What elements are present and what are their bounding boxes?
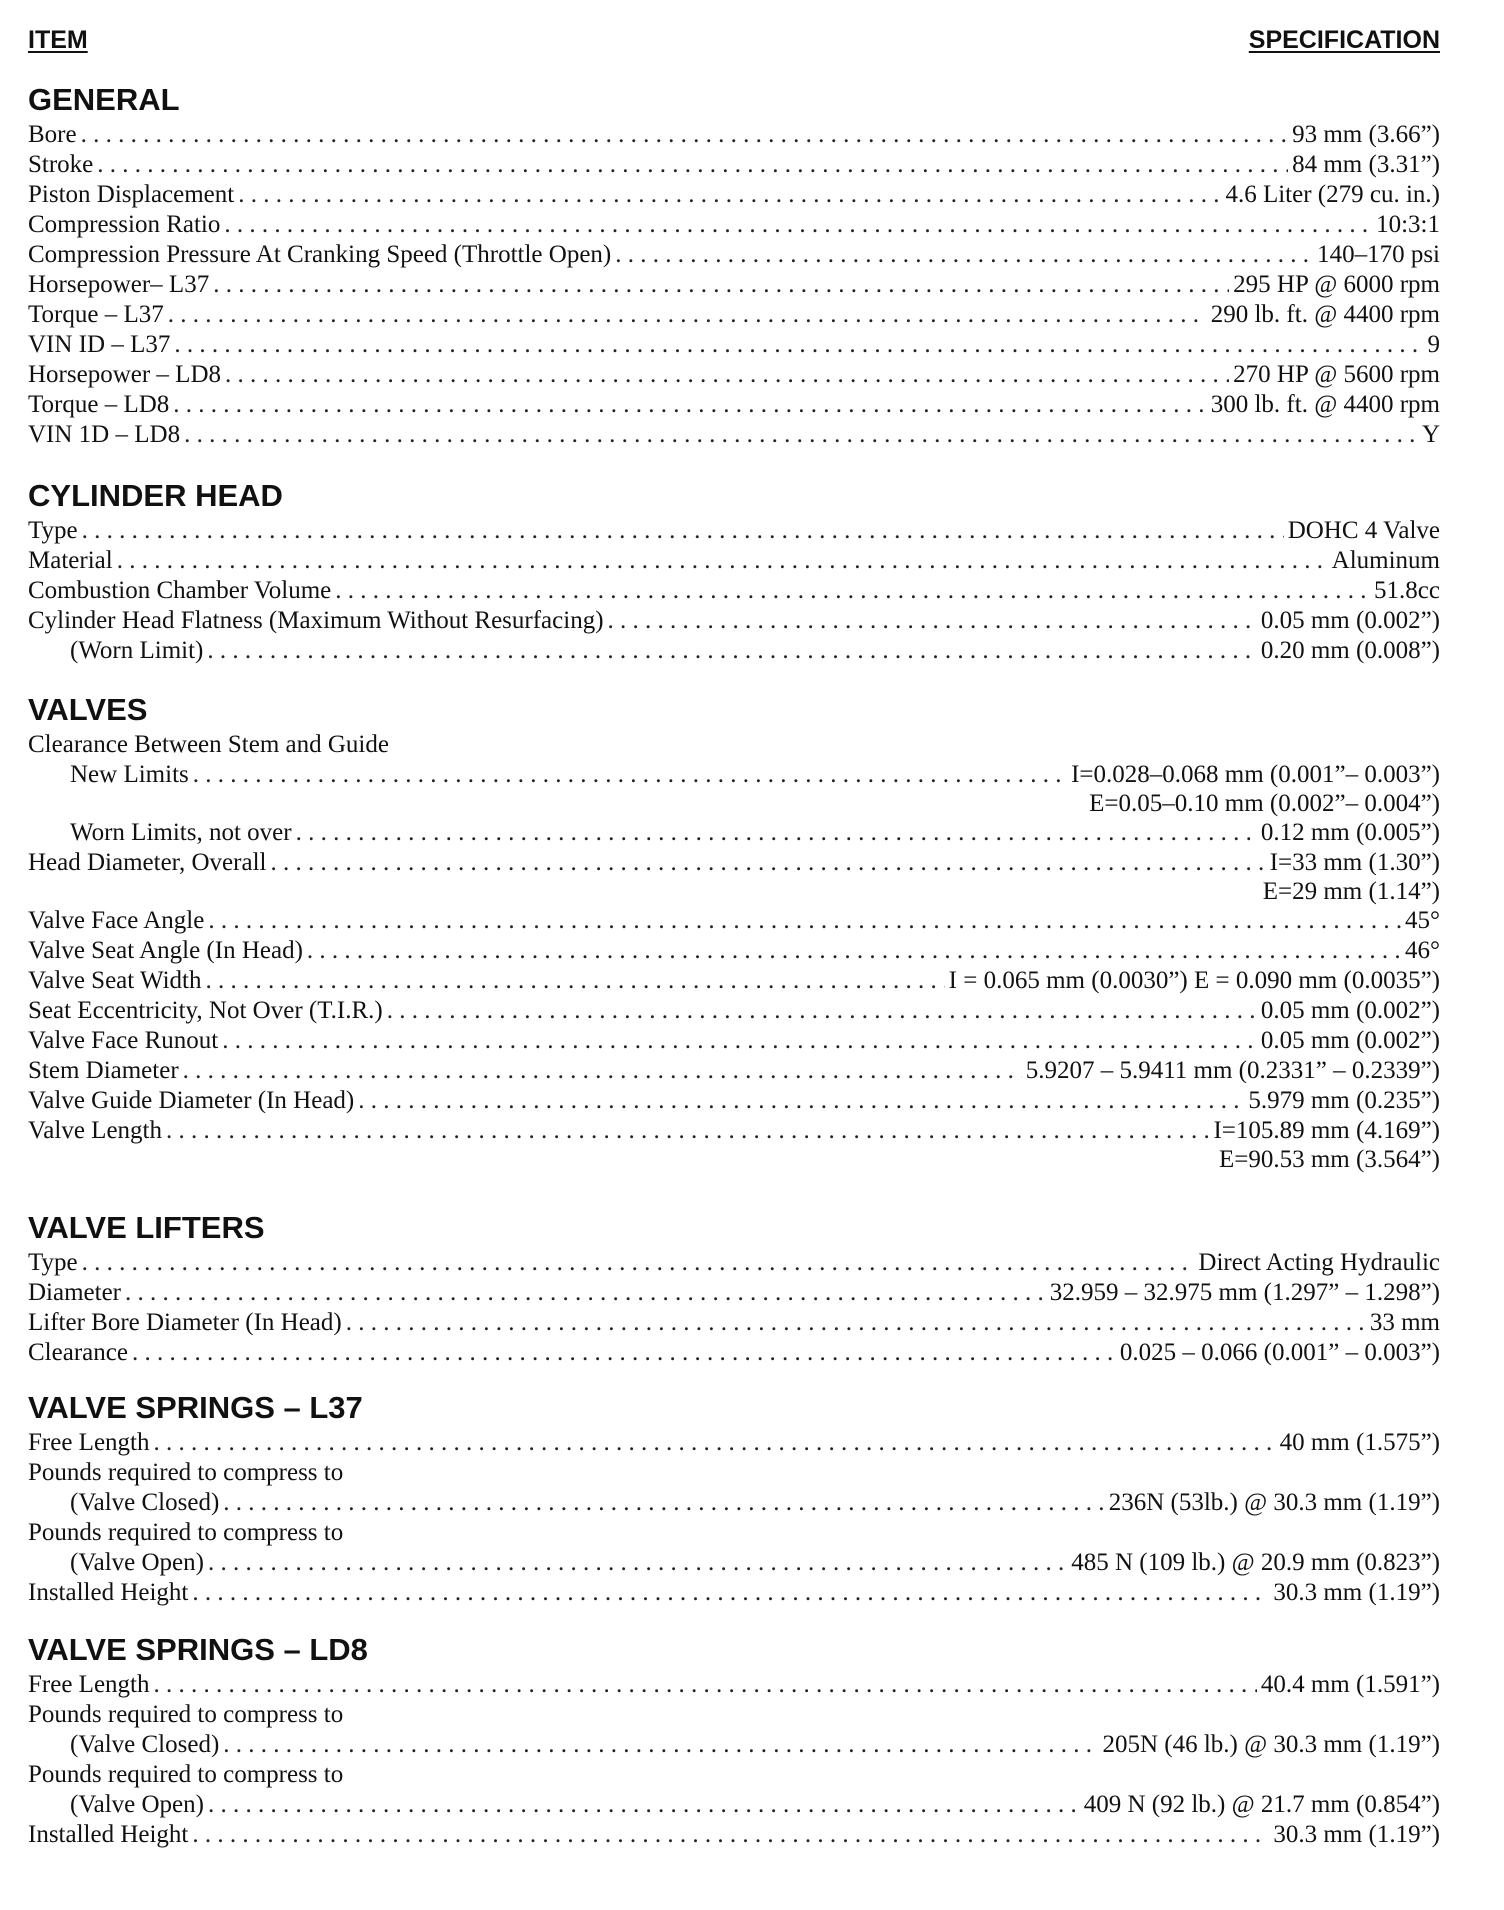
dot-leader	[224, 210, 1372, 240]
spec-value: 5.979 mm (0.235”)	[1248, 1087, 1440, 1114]
spec-rows	[28, 1248, 1440, 1368]
spec-label: VIN ID – L37	[28, 331, 171, 358]
dot-leader	[117, 546, 1328, 576]
spec-row	[28, 1278, 1440, 1308]
spec-row	[28, 150, 1440, 180]
spec-label: Valve Seat Angle (In Head)	[28, 937, 303, 964]
dot-leader	[82, 1248, 1195, 1278]
spec-row	[28, 760, 1440, 790]
spec-label: Seat Eccentricity, Not Over (T.I.R.)	[28, 997, 383, 1024]
spec-row	[28, 1116, 1440, 1146]
spec-value: 93 mm (3.66”)	[1292, 121, 1440, 148]
spec-row	[28, 1428, 1440, 1458]
spec-label: (Valve Closed)	[70, 1731, 220, 1758]
spec-value: 5.9207 – 5.9411 mm (0.2331” – 0.2339”)	[1025, 1057, 1440, 1084]
spec-row	[28, 300, 1440, 330]
spec-row	[28, 1308, 1440, 1338]
section-valve-springs-l37	[28, 1388, 1440, 1608]
spec-label: Bore	[28, 121, 77, 148]
section-title: CYLINDER HEAD	[28, 478, 283, 513]
spec-label: Stroke	[28, 151, 94, 178]
spec-row	[28, 818, 1440, 848]
spec-row	[28, 1458, 1440, 1488]
spec-row	[28, 1820, 1440, 1850]
spec-value: 46°	[1405, 937, 1440, 964]
dot-leader	[238, 180, 1221, 210]
dot-leader	[193, 760, 1067, 790]
spec-value: DOHC 4 Valve	[1287, 517, 1440, 544]
dot-leader	[168, 300, 1207, 330]
spec-label: Valve Length	[28, 1117, 162, 1144]
sections-container	[28, 80, 1440, 1850]
spec-value: 10:3:1	[1376, 211, 1440, 238]
spec-label: Installed Height	[28, 1821, 189, 1848]
spec-row	[28, 390, 1440, 420]
spec-label: Pounds required to compress to	[28, 1459, 344, 1486]
dot-leader	[153, 1428, 1275, 1458]
spec-row	[28, 996, 1440, 1026]
spec-row	[28, 516, 1440, 546]
spec-label: VIN 1D – LD8	[28, 421, 181, 448]
dot-leader	[387, 996, 1257, 1026]
spec-label: Type	[28, 1249, 78, 1276]
spec-row	[28, 120, 1440, 150]
spec-row	[28, 1518, 1440, 1548]
section-valve-springs-ld8	[28, 1630, 1440, 1850]
spec-label: Installed Height	[28, 1579, 189, 1606]
spec-label: Worn Limits, not over	[70, 819, 292, 846]
dot-leader	[82, 516, 1284, 546]
spec-label: Stem Diameter	[28, 1057, 179, 1084]
section-valves	[28, 690, 1440, 1174]
spec-value: 4.6 Liter (279 cu. in.)	[1225, 181, 1440, 208]
dot-leader	[270, 848, 1265, 878]
spec-row	[28, 270, 1440, 300]
dot-leader	[223, 1730, 1098, 1760]
spec-value: 236N (53lb.) @ 30.3 mm (1.19”)	[1108, 1489, 1440, 1516]
dot-leader	[132, 1338, 1116, 1368]
dot-leader	[346, 1308, 1366, 1338]
spec-label: Valve Face Angle	[28, 907, 205, 934]
spec-row	[28, 180, 1440, 210]
dot-leader	[183, 1056, 1022, 1086]
spec-label: Head Diameter, Overall	[28, 849, 267, 876]
section-cylinder-head	[28, 476, 1440, 666]
dot-leader	[225, 360, 1229, 390]
spec-value: 32.959 – 32.975 mm (1.297” – 1.298”)	[1049, 1279, 1440, 1306]
spec-value: Y	[1421, 421, 1440, 448]
spec-label: Torque – LD8	[28, 391, 170, 418]
spec-row	[28, 1578, 1440, 1608]
spec-label: Compression Ratio	[28, 211, 221, 238]
spec-label: Piston Displacement	[28, 181, 235, 208]
dot-leader	[184, 420, 1418, 450]
item-column-header: ITEM	[28, 26, 88, 54]
section-title: VALVES	[28, 692, 148, 727]
spec-row	[28, 730, 1440, 760]
spec-label: Horsepower – LD8	[28, 361, 222, 388]
spec-rows	[28, 120, 1440, 450]
spec-row	[28, 1790, 1440, 1820]
spec-row	[28, 1026, 1440, 1056]
section-title: VALVE SPRINGS – L37	[28, 1390, 363, 1425]
spec-value-continued: E=0.05–0.10 mm (0.002”– 0.004”)	[1089, 790, 1440, 817]
specification-column-header: SPECIFICATION	[1248, 26, 1440, 54]
spec-label: Valve Face Runout	[28, 1027, 219, 1054]
spec-row	[28, 936, 1440, 966]
spec-row	[28, 606, 1440, 636]
dot-leader	[208, 1790, 1080, 1820]
spec-value: 485 N (109 lb.) @ 20.9 mm (0.823”)	[1071, 1549, 1440, 1576]
dot-leader	[615, 240, 1313, 270]
spec-row	[28, 360, 1440, 390]
dot-leader	[307, 936, 1401, 966]
spec-label: Torque – L37	[28, 301, 164, 328]
spec-row	[28, 1086, 1440, 1116]
spec-value: 295 HP @ 6000 rpm	[1233, 271, 1440, 298]
spec-row	[28, 1548, 1440, 1578]
spec-row	[28, 636, 1440, 666]
spec-value: 9	[1427, 331, 1440, 358]
spec-value: 40 mm (1.575”)	[1279, 1429, 1440, 1456]
dot-leader	[222, 1026, 1257, 1056]
spec-label: Horsepower– L37	[28, 271, 210, 298]
spec-label: (Valve Open)	[70, 1549, 204, 1576]
spec-row	[28, 420, 1440, 450]
dot-leader	[206, 966, 945, 996]
spec-label: (Valve Open)	[70, 1791, 204, 1818]
spec-rows	[28, 730, 1440, 1174]
spec-row	[28, 1338, 1440, 1368]
dot-leader	[223, 1488, 1104, 1518]
spec-value: 51.8cc	[1374, 577, 1440, 604]
spec-label: (Valve Closed)	[70, 1489, 220, 1516]
spec-value: 270 HP @ 5600 rpm	[1233, 361, 1440, 388]
spec-row	[28, 576, 1440, 606]
spec-value: 205N (46 lb.) @ 30.3 mm (1.19”)	[1102, 1731, 1440, 1758]
spec-value: 409 N (92 lb.) @ 21.7 mm (0.854”)	[1083, 1791, 1440, 1818]
spec-value: 0.025 – 0.066 (0.001” – 0.003”)	[1119, 1339, 1440, 1366]
spec-value: 45°	[1405, 907, 1440, 934]
spec-label: New Limits	[70, 761, 189, 788]
spec-row	[28, 1730, 1440, 1760]
dot-leader	[608, 606, 1257, 636]
dot-leader	[208, 906, 1401, 936]
spec-value: 0.05 mm (0.002”)	[1260, 997, 1440, 1024]
spec-value-continued: E=90.53 mm (3.564”)	[1218, 1146, 1440, 1173]
spec-label: Cylinder Head Flatness (Maximum Without Resurfacing)	[28, 607, 604, 634]
spec-label: Free Length	[28, 1429, 150, 1456]
spec-label: Compression Pressure At Cranking Speed (Throttle Open)	[28, 241, 612, 268]
spec-row	[28, 210, 1440, 240]
spec-label: Pounds required to compress to	[28, 1761, 344, 1788]
spec-value: I=105.89 mm (4.169”)	[1213, 1117, 1440, 1144]
spec-row	[28, 1700, 1440, 1730]
spec-label: Valve Guide Diameter (In Head)	[28, 1087, 355, 1114]
spec-label: Pounds required to compress to	[28, 1701, 344, 1728]
spec-label: Lifter Bore Diameter (In Head)	[28, 1309, 342, 1336]
spec-row	[28, 1248, 1440, 1278]
dot-leader	[207, 636, 1256, 666]
section-title: GENERAL	[28, 82, 180, 117]
spec-label: Combustion Chamber Volume	[28, 577, 332, 604]
spec-label: Diameter	[28, 1279, 122, 1306]
dot-leader	[358, 1086, 1244, 1116]
spec-value: 84 mm (3.31”)	[1292, 151, 1440, 178]
dot-leader	[81, 120, 1289, 150]
dot-leader	[97, 150, 1288, 180]
spec-value: 0.05 mm (0.002”)	[1260, 607, 1440, 634]
spec-value: I = 0.065 mm (0.0030”) E = 0.090 mm (0.0035”)	[948, 967, 1440, 994]
spec-row	[28, 546, 1440, 576]
dot-leader	[335, 576, 1370, 606]
section-valve-lifters	[28, 1208, 1440, 1368]
dot-leader	[296, 818, 1257, 848]
spec-label: Valve Seat Width	[28, 967, 202, 994]
spec-value: 290 lb. ft. @ 4400 rpm	[1210, 301, 1440, 328]
dot-leader	[213, 270, 1229, 300]
spec-value: 0.05 mm (0.002”)	[1260, 1027, 1440, 1054]
spec-row	[28, 240, 1440, 270]
spec-value: Aluminum	[1331, 547, 1440, 574]
spec-value: 30.3 mm (1.19”)	[1273, 1821, 1440, 1848]
spec-row	[28, 1760, 1440, 1790]
spec-value: I=0.028–0.068 mm (0.001”– 0.003”)	[1071, 761, 1440, 788]
dot-leader	[153, 1670, 1256, 1700]
dot-leader	[166, 1116, 1209, 1146]
spec-row	[28, 906, 1440, 936]
spec-rows	[28, 1428, 1440, 1608]
spec-row	[28, 848, 1440, 878]
spec-row	[28, 330, 1440, 360]
dot-leader	[125, 1278, 1046, 1308]
spec-value: 33 mm	[1369, 1309, 1440, 1336]
spec-value: 0.12 mm (0.005”)	[1260, 819, 1440, 846]
dot-leader	[174, 330, 1423, 360]
spec-label: Type	[28, 517, 78, 544]
dot-leader	[192, 1820, 1269, 1850]
spec-row	[28, 1670, 1440, 1700]
dot-leader	[192, 1578, 1269, 1608]
spec-label: (Worn Limit)	[70, 637, 204, 664]
spec-row	[28, 1056, 1440, 1086]
spec-label: Pounds required to compress to	[28, 1519, 344, 1546]
section-general	[28, 80, 1440, 450]
section-title: VALVE LIFTERS	[28, 1210, 265, 1245]
spec-value: 140–170 psi	[1317, 241, 1440, 268]
spec-label: Free Length	[28, 1671, 150, 1698]
spec-label: Clearance	[28, 1339, 128, 1366]
spec-value: 40.4 mm (1.591”)	[1260, 1671, 1440, 1698]
column-header	[28, 22, 1440, 58]
dot-leader	[208, 1548, 1067, 1578]
section-title: VALVE SPRINGS – LD8	[28, 1632, 368, 1667]
spec-label: Material	[28, 547, 113, 574]
spec-value: Direct Acting Hydraulic	[1198, 1249, 1440, 1276]
spec-value: 0.20 mm (0.008”)	[1260, 637, 1440, 664]
spec-row	[28, 966, 1440, 996]
spec-row	[28, 1488, 1440, 1518]
dot-leader	[173, 390, 1206, 420]
spec-rows	[28, 1670, 1440, 1850]
spec-rows	[28, 516, 1440, 666]
spec-value: 30.3 mm (1.19”)	[1273, 1579, 1440, 1606]
spec-value-continued: E=29 mm (1.14”)	[1262, 878, 1440, 905]
spec-value: 300 lb. ft. @ 4400 rpm	[1210, 391, 1440, 418]
spec-value: I=33 mm (1.30”)	[1269, 849, 1440, 876]
spec-label: Clearance Between Stem and Guide	[28, 731, 389, 758]
